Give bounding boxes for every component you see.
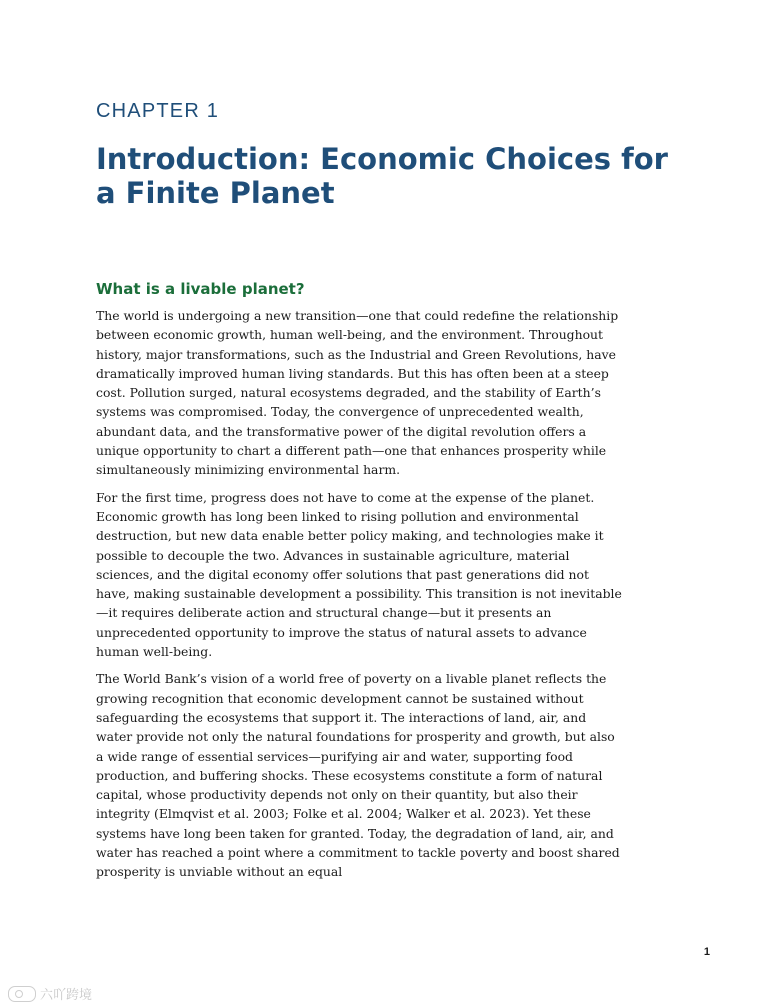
watermark-text: 六吖跨境 bbox=[40, 988, 93, 1003]
page-number: 1 bbox=[703, 946, 710, 958]
paragraph: The World Bank’s vision of a world free of poverty on a livable planet reflects the growing recognition that economic development cannot be sustained without safeguarding the ecosystems that support it. The interactions of land, air, and water provide not only the natural foundations for prosperity and growth, but also a wide range of essential services—purifying air and water, supporting food production, and buffering shocks. These ecosystems constitute a form of natural capital, whose productivity depends not only on their quantity, but also their integrity (Elmqvist et al. 2003; Folke et al. 2004; Walker et al. 2023). Yet these systems have long been taken for granted. Today, the degradation of land, air, and water has reached a point where a commitment to tackle poverty and boost shared prosperity is unviable without an equal bbox=[96, 671, 620, 880]
paragraph: The world is undergoing a new transition—one that could redefine the relationship between economic growth, human well-being, and the environment. Throughout history, major transformations, such as the Industrial and Green Revolutions, have dramatically improved human living standards. But this has often been at a steep cost. Pollution surged, natural ecosystems degraded, and the stability of Earth’s systems was compromised. Today, the convergence of unprecedented wealth, abundant data, and the transformative power of the digital revolution offers a unique opportunity to chart a different path—one that enhances prosperity while simultaneously minimizing environmental harm. bbox=[96, 308, 619, 478]
chapter-label: CHAPTER 1 bbox=[96, 100, 220, 122]
watermark-logo-icon bbox=[8, 986, 36, 1002]
section-heading: What is a livable planet? bbox=[96, 280, 305, 298]
chapter-title: Introduction: Economic Choices for a Finite Planet bbox=[96, 142, 668, 210]
body-text bbox=[96, 306, 626, 890]
paragraph: For the first time, progress does not have to come at the expense of the planet. Economic growth has long been linked to rising pollution and environmental destruction, but new data enable better policy making, and technologies make it possible to decouple the two. Advances in sustainable agriculture, material sciences, and the digital economy offer solutions that past generations did not have, making sustainable development a possibility. This transition is not inevitable—it requires deliberate action and structural change—but it presents an unprecedented opportunity to improve the status of natural assets to advance human well-being. bbox=[96, 489, 622, 660]
watermark bbox=[8, 984, 92, 1003]
